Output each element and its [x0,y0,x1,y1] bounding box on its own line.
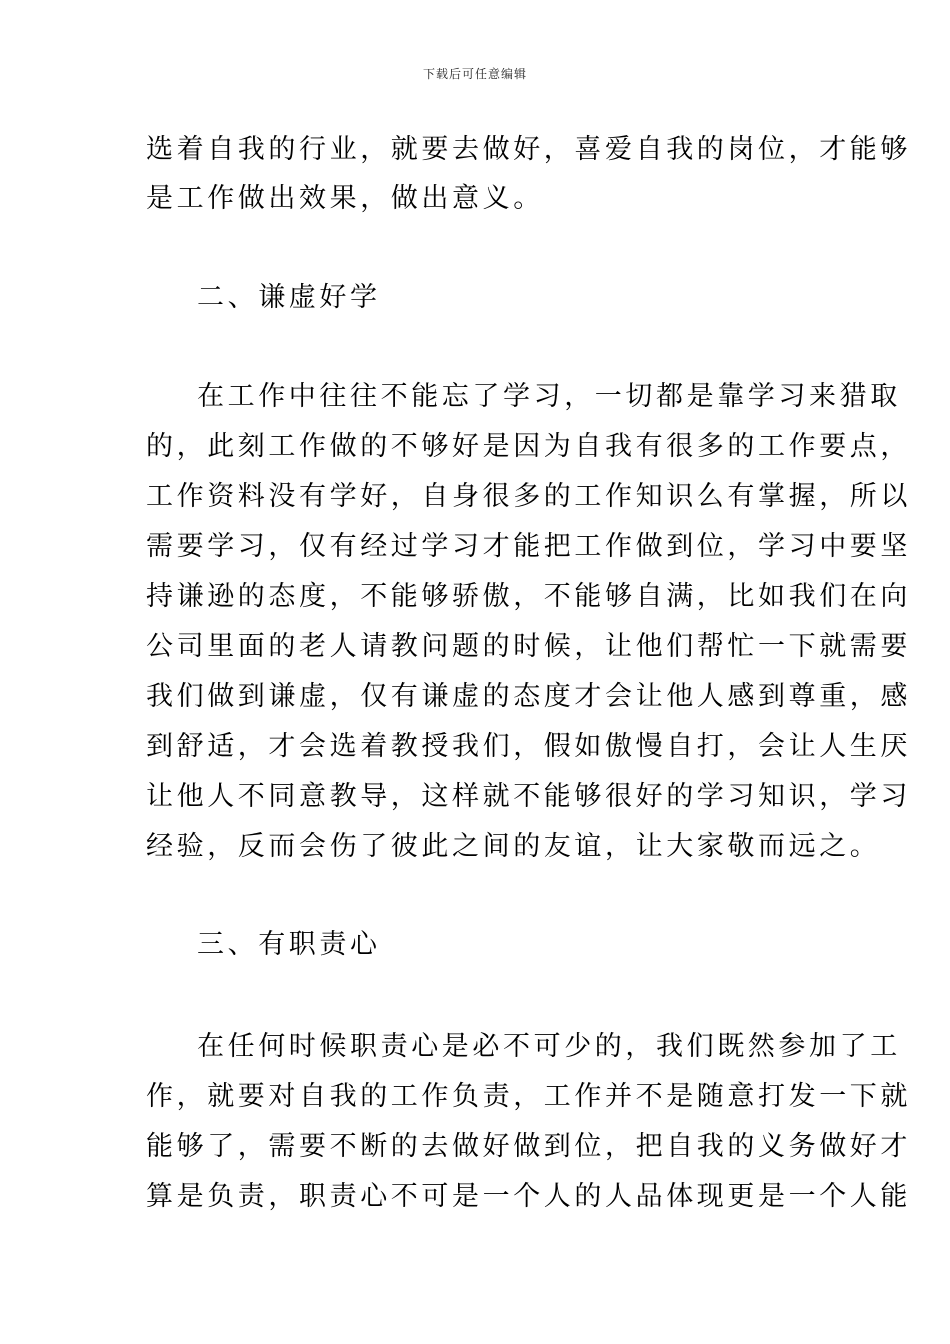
body-line: 公司里面的老人请教问题的时候，让他们帮忙一下就需要 [146,631,911,662]
paragraph-first-line: 在工作中往往不能忘了学习，一切都是靠学习来猎取 [197,381,901,412]
body-line: 算是负责，职责心不可是一个人的人品体现更是一个人能 [146,1181,911,1212]
body-line: 选着自我的行业，就要去做好，喜爱自我的岗位，才能够 [146,134,911,165]
body-line: 的，此刻工作做的不够好是因为自我有很多的工作要点， [146,431,911,462]
body-line: 到舒适，才会选着教授我们，假如傲慢自打，会让人生厌 [146,731,911,762]
body-line: 让他人不同意教导，这样就不能够很好的学习知识，学习 [146,781,911,812]
body-line: 经验，反而会伤了彼此之间的友谊，让大家敬而远之。 [146,831,881,862]
body-line: 能够了，需要不断的去做好做到位，把自我的义务做好才 [146,1131,911,1162]
header-note: 下载后可任意编辑 [422,67,527,81]
body-line: 工作资料没有学好，自身很多的工作知识么有掌握，所以 [146,481,911,512]
body-line: 持谦逊的态度，不能够骄傲，不能够自满，比如我们在向 [146,581,911,612]
body-line: 是工作做出效果，做出意义。 [146,183,544,214]
section-heading: 三、有职责心 [197,929,381,960]
body-line: 我们做到谦虚，仅有谦虚的态度才会让他人感到尊重，感 [146,681,911,712]
paragraph-first-line: 在任何时候职责心是必不可少的，我们既然参加了工 [197,1031,901,1062]
body-line: 作，就要对自我的工作负责，工作并不是随意打发一下就 [146,1081,911,1112]
section-heading: 二、谦虚好学 [197,282,381,313]
body-line: 需要学习，仅有经过学习才能把工作做到位，学习中要坚 [146,531,911,562]
